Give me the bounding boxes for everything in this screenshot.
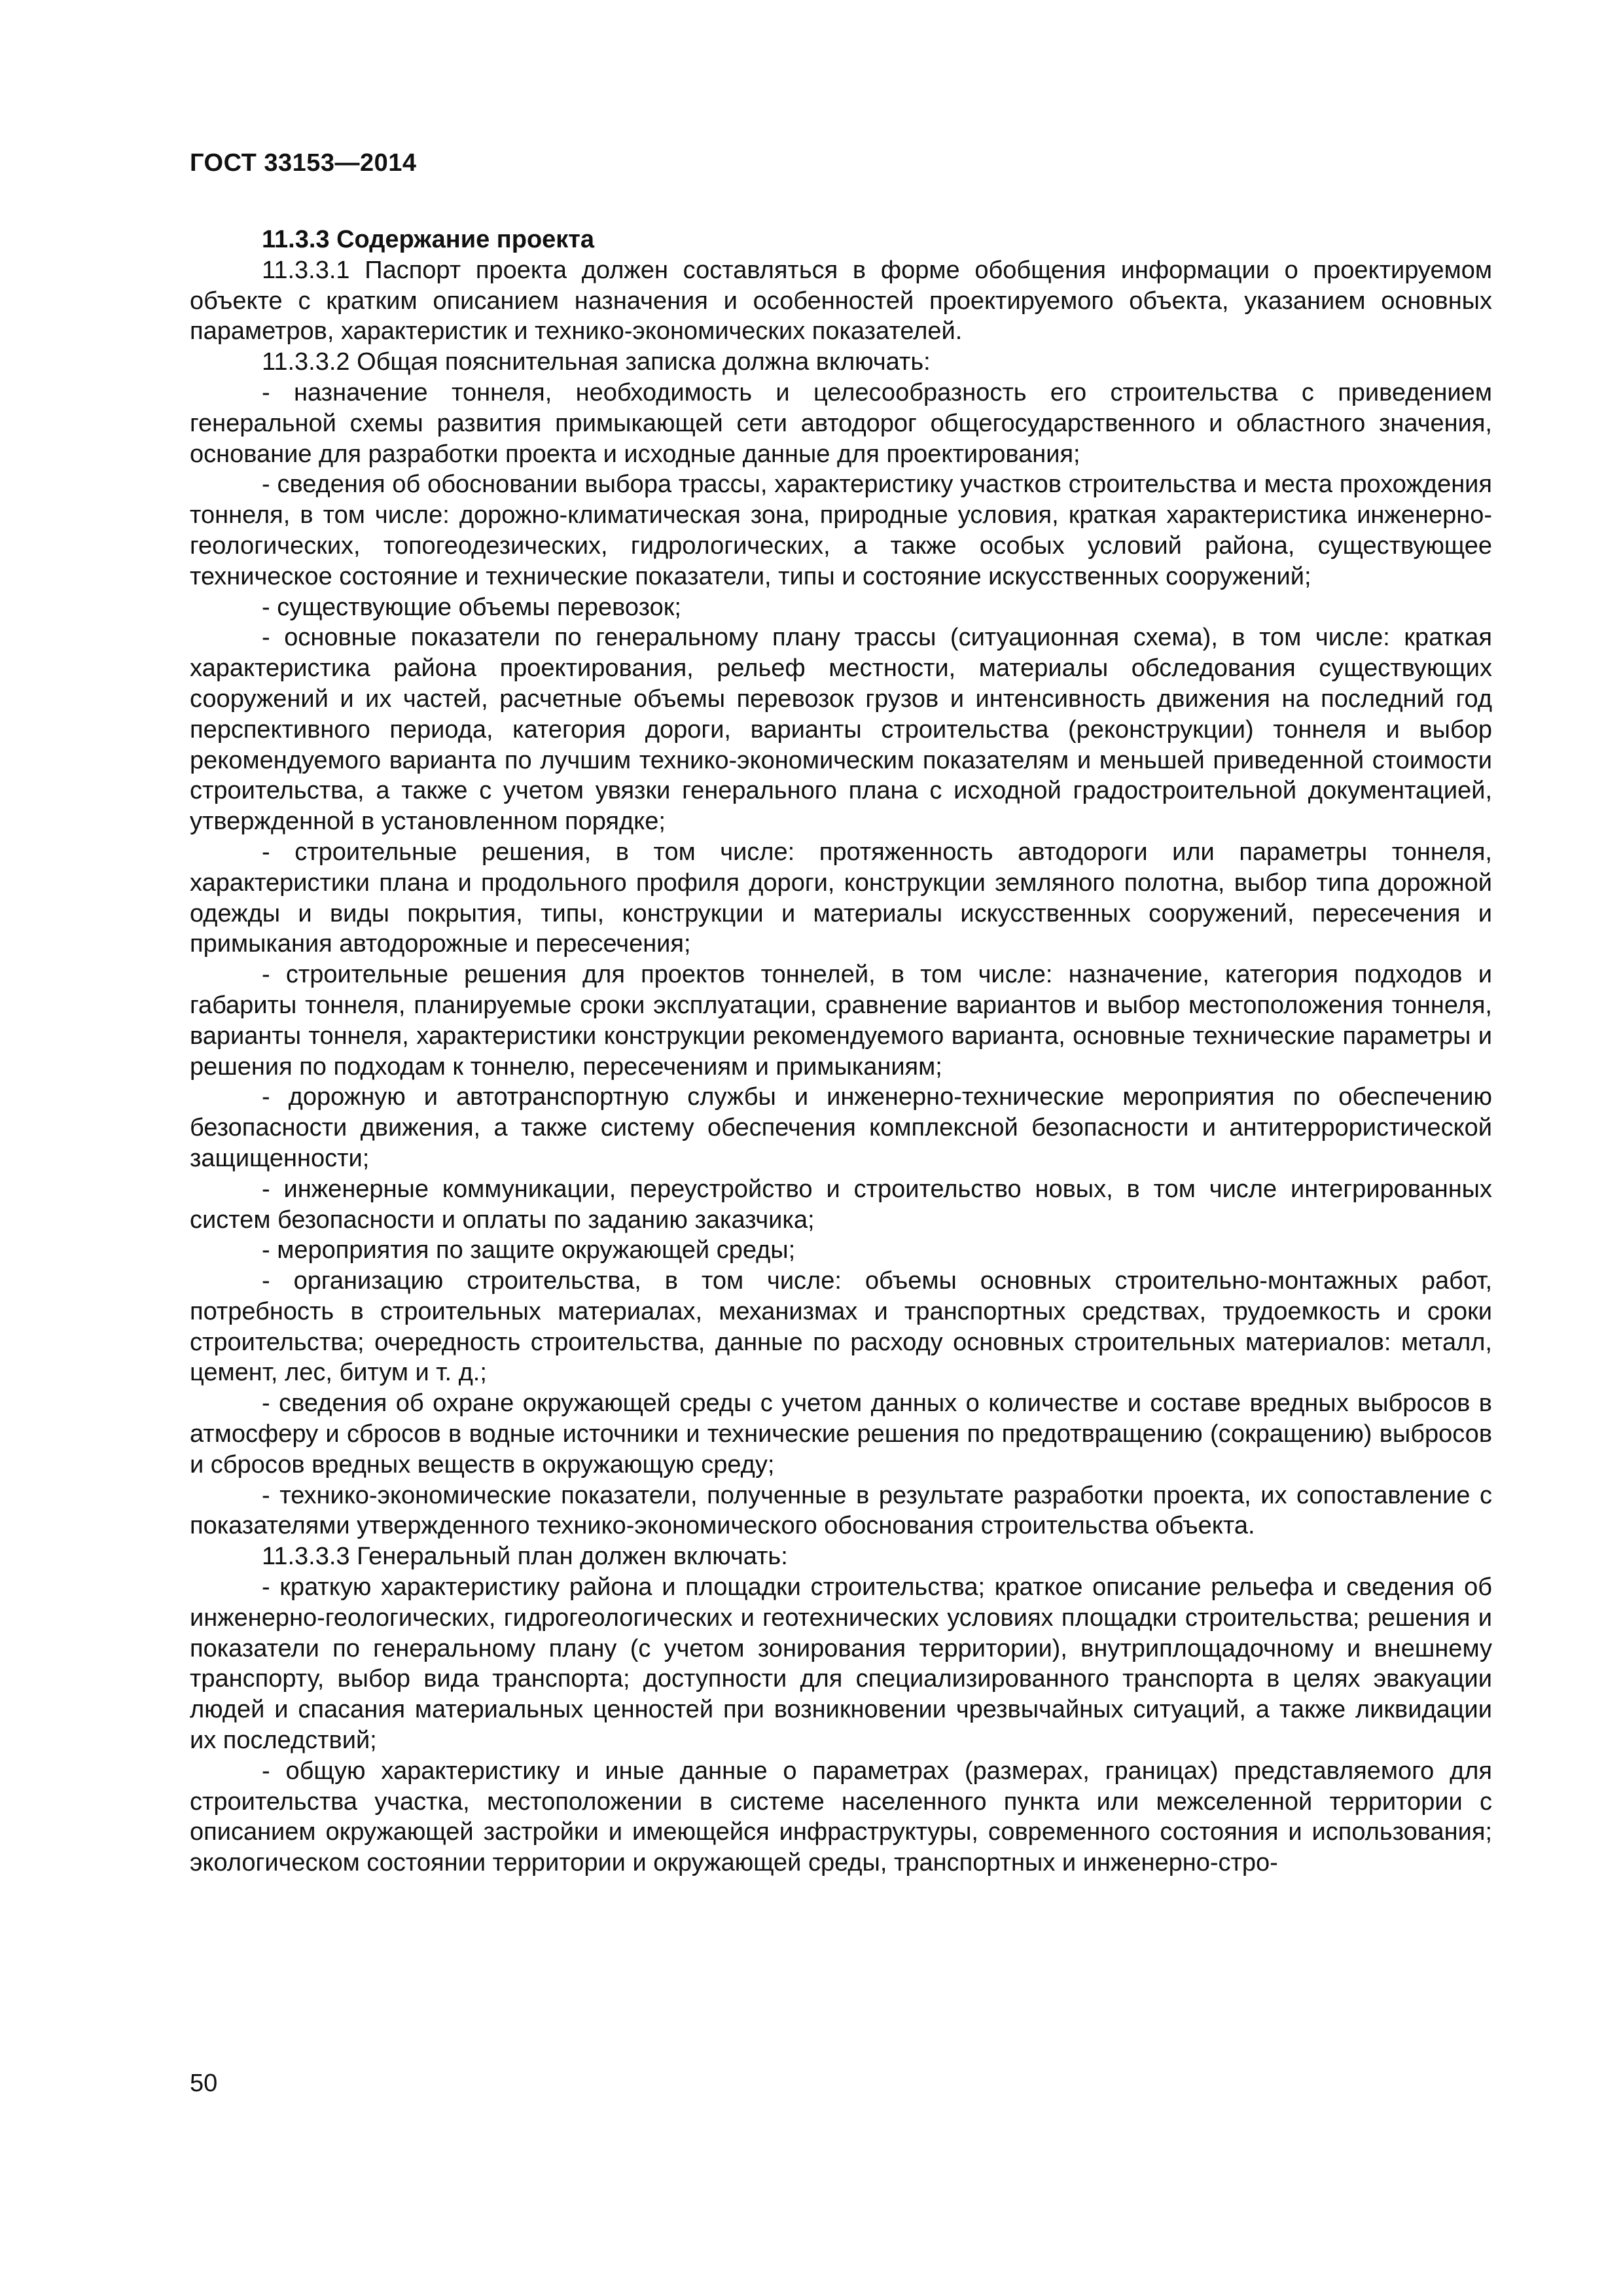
list-item: - существующие объемы перевозок; [262,593,681,621]
list-item: - дорожную и автотранспортную службы и инженерно-технические мероприятия по обеспечению безопасности движения, а также систему обеспечения комплексной безопасности и антитеррористической защищенности; [190,1083,1492,1172]
list-item: - мероприятия по защите окружающей среды; [262,1236,796,1265]
list-item: - сведения об обосновании выбора трассы, характеристику участков строительства и места прохождения тоннеля, в том числе: дорожно-климатическая зона, природные условия, краткая характеристика инженерно-геологических, топогеодезических, гидрологических, а также особых условий района, существующее техническое состояние и технические показатели, типы и состояние искусственных сооружений; [190,471,1492,590]
paragraph: 11.3.3.3 Генеральный план должен включать: [262,1543,788,1571]
page-number: 50 [190,2070,218,2097]
document-body [190,224,1492,1878]
list-item: - сведения об охране окружающей среды с учетом данных о количестве и составе вредных выбросов в атмосферу и сбросов в водные источники и технические решения по предотвращению (сокращению) выбросов и сбросов вредных веществ в окружающую среду; [190,1390,1492,1479]
paragraph: 11.3.3.2 Общая пояснительная записка должна включать: [262,348,931,376]
list-item: - организацию строительства, в том числе: объемы основных строительно-монтажных работ, потребность в строительных материалах, механизмах и транспортных средствах, трудоемкость и сроки строительства; очередность строительства, данные по расходу основных строительных материалов: металл, цемент, лес, битум и т. д.; [190,1267,1492,1387]
list-item: - строительные решения, в том числе: протяженность автодороги или параметры тоннеля, характеристики плана и продольного профиля дороги, конструкции земляного полотна, выбор типа дорожной одежды и виды покрытия, типы, конструкции и материалы искусственных сооружений, пересечения и примыкания автодорожные и пересечения; [190,838,1492,958]
list-item: - строительные решения для проектов тоннелей, в том числе: назначение, категория подходов и габариты тоннеля, планируемые сроки эксплуатации, сравнение вариантов и выбор местоположения тоннеля, варианты тоннеля, характеристики конструкции рекомендуемого варианта, основные технические параметры и решения по подходам к тоннелю, пересечениям и примыканиям; [190,961,1492,1081]
list-item: - инженерные коммуникации, переустройство и строительство новых, в том числе интегрированных систем безопасности и оплаты по заданию заказчика; [190,1175,1492,1234]
list-item: - общую характеристику и иные данные о параметрах (размерах, границах) представляемого для строительства участка, местоположении в системе населенного пункта или межселенной территории с описанием окружающей застройки и имеющейся инфраструктуры, современного состояния и использования; экологическом состоянии территории и окружающей среды, транспортных и инженерно-стро- [190,1757,1492,1877]
list-item: - краткую характеристику района и площадки строительства; краткое описание рельефа и сведения об инженерно-геологических, гидрогеологических и геотехнических условиях площадки строительства; решения и показатели по генеральному плану (с учетом зонирования территории), внутриплощадочному и внешнему транспорту, выбор вида транспорта; доступности для специализированного транспорта в целях эвакуации людей и спасания материальных ценностей при возникновении чрезвычайных ситуаций, а также ликвидации их последствий; [190,1573,1492,1755]
document-header: ГОСТ 33153—2014 [190,149,417,177]
paragraph: 11.3.3.1 Паспорт проекта должен составляться в форме обобщения информации о проектируемом объекте с кратким описанием назначения и особенностей проектируемого объекта, указанием основных параметров, характеристик и технико-экономических показателей. [190,256,1492,346]
list-item: - назначение тоннеля, необходимость и целесообразность его строительства с приведением генеральной схемы развития примыкающей сети автодорог общегосударственного и областного значения, основание для разработки проекта и исходные данные для проектирования; [190,378,1492,468]
list-item: - основные показатели по генеральному плану трассы (ситуационная схема), в том числе: краткая характеристика района проектирования, рельеф местности, материалы обследования существующих сооружений и их частей, расчетные объемы перевозок грузов и интенсивность движения на последний год перспективного периода, категория дороги, варианты строительства (реконструкции) тоннеля и выбор рекомендуемого варианта по лучшим технико-экономическим показателям и меньшей приведенной стоимости строительства, а также с учетом увязки генерального плана с исходной градостроительной документацией, утвержденной в установленном порядке; [190,624,1492,836]
section-title: 11.3.3 Содержание проекта [262,226,595,253]
list-item: - технико-экономические показатели, полученные в результате разработки проекта, их сопоставление с показателями утвержденного технико-экономического обоснования строительства объекта. [190,1481,1492,1540]
